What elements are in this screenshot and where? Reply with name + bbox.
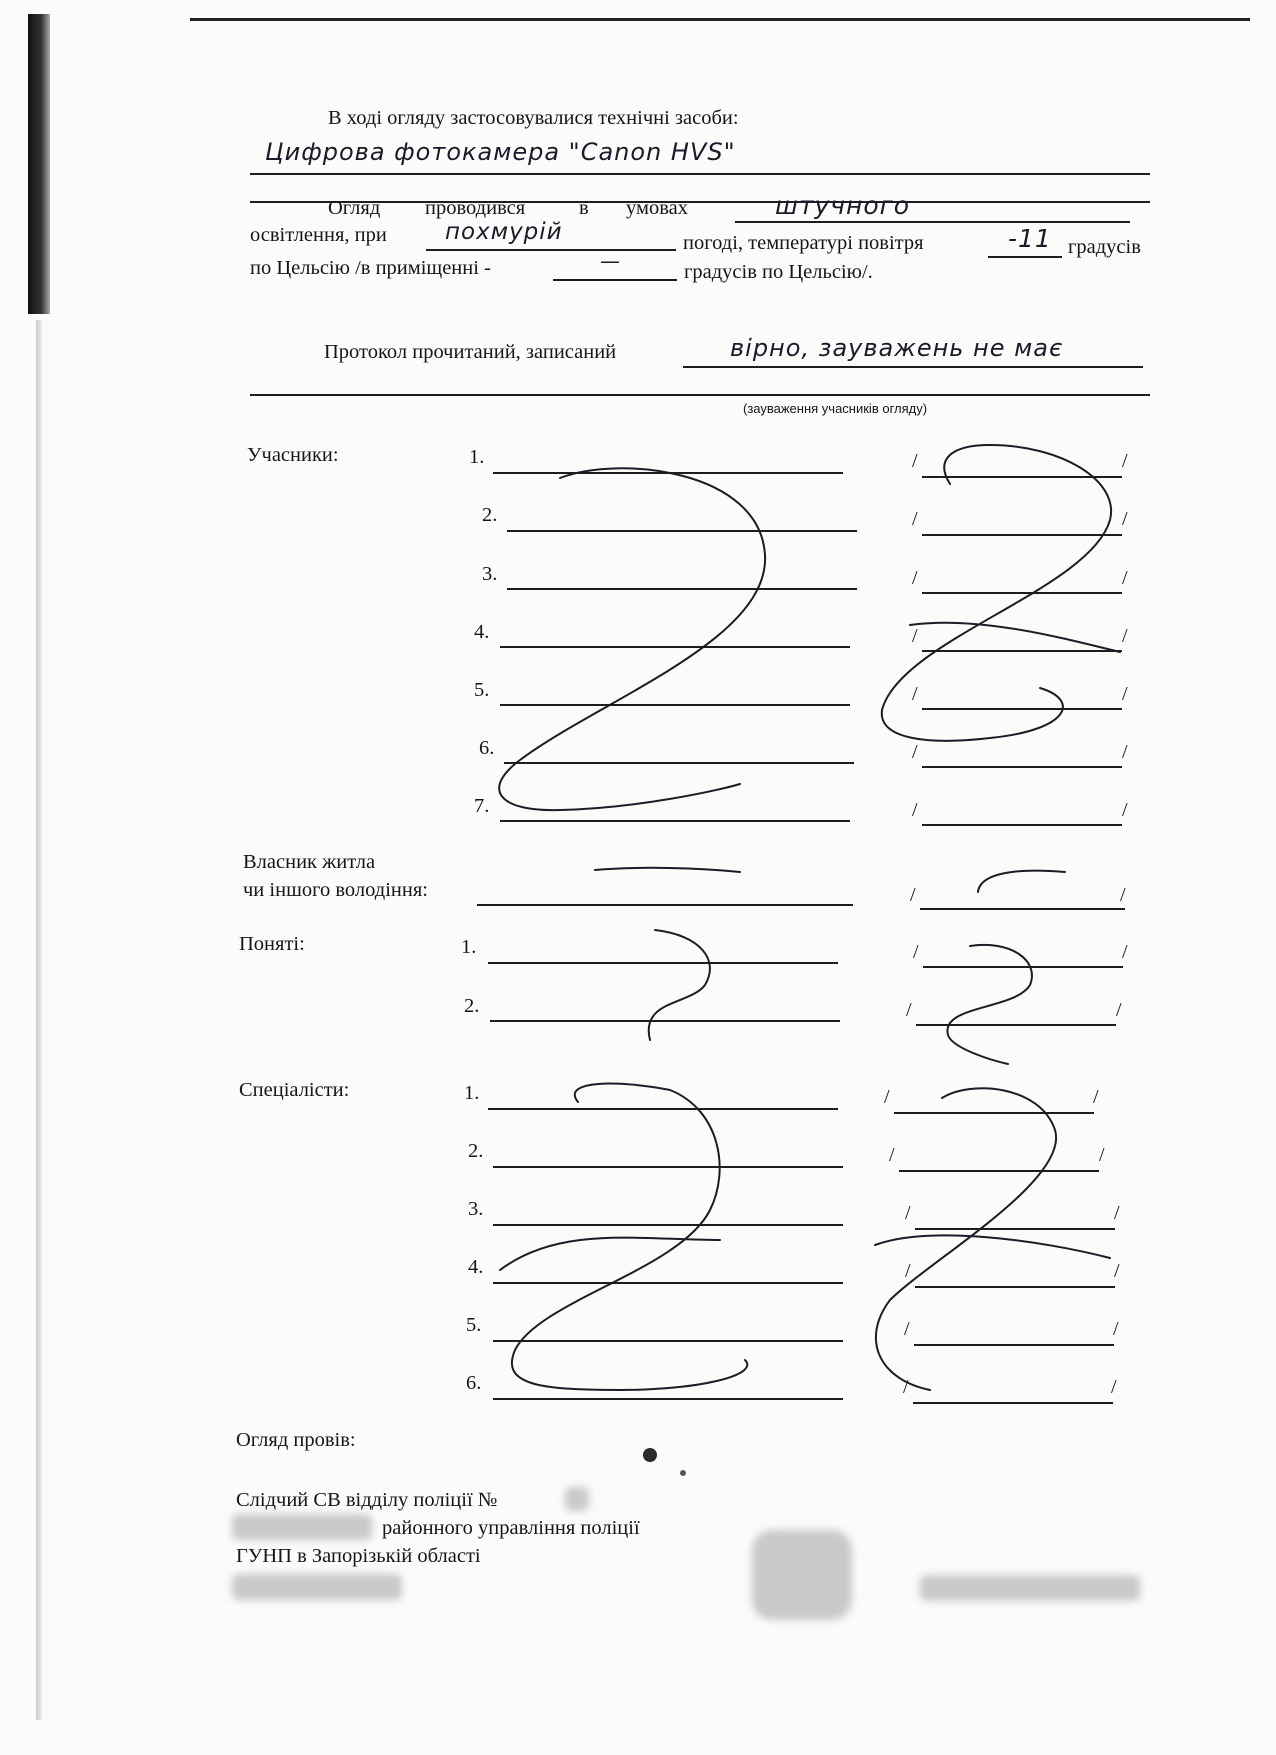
participant-number-7: 7. <box>474 795 490 817</box>
room-temperature-handwritten: — <box>600 249 621 273</box>
ink-dot <box>643 1448 657 1462</box>
conditions-word: умовах <box>626 197 688 219</box>
specialist-number-3: 3. <box>468 1198 484 1220</box>
temperature-handwritten: -11 <box>1008 224 1052 253</box>
slash: / <box>1113 1318 1119 1340</box>
slash: / <box>913 941 919 963</box>
slash: / <box>904 1318 910 1340</box>
ink-dot-small <box>680 1470 686 1476</box>
participant-number-1: 1. <box>469 446 485 468</box>
specialists-right-cross <box>875 1235 1110 1258</box>
investigator-line-1: Слідчий СВ відділу поліції № <box>236 1489 498 1511</box>
slash: / <box>1116 999 1122 1021</box>
witnesses-left-z <box>649 930 710 1040</box>
slash: / <box>889 1144 895 1166</box>
slash: / <box>1122 799 1128 821</box>
slash: / <box>1114 1260 1120 1282</box>
participant-number-4: 4. <box>474 621 490 643</box>
participant-number-6: 6. <box>479 737 495 759</box>
slash: / <box>906 999 912 1021</box>
owner-right-dash <box>978 871 1065 892</box>
participant-number-5: 5. <box>474 679 490 701</box>
slash: / <box>910 884 916 906</box>
slash: / <box>1122 741 1128 763</box>
witnesses-right-z <box>947 945 1032 1064</box>
slash: / <box>912 508 918 530</box>
slash: / <box>912 799 918 821</box>
lighting-label: освітлення, при <box>250 224 387 246</box>
slash: / <box>1122 683 1128 705</box>
specialist-number-4: 4. <box>468 1256 484 1278</box>
participant-number-2: 2. <box>482 504 498 526</box>
witness-number-1: 1. <box>461 936 477 958</box>
slash: / <box>1122 941 1128 963</box>
slash: / <box>903 1376 909 1398</box>
slash: / <box>905 1260 911 1282</box>
slash: / <box>1120 884 1126 906</box>
slash: / <box>905 1202 911 1224</box>
owner-label-2: чи іншого володіння: <box>243 879 428 901</box>
slash: / <box>1114 1202 1120 1224</box>
conditions-intro: Огляд <box>328 197 381 219</box>
specialist-number-6: 6. <box>466 1372 482 1394</box>
participant-number-3: 3. <box>482 563 498 585</box>
specialists-left-cross <box>500 1238 720 1270</box>
owner-label-1: Власник житла <box>243 851 376 873</box>
slash: / <box>912 741 918 763</box>
technical-means-handwritten: Цифрова фотокамера "Canon HVS" <box>265 138 736 166</box>
owner-left-dash <box>595 868 740 872</box>
specialist-number-5: 5. <box>466 1314 482 1336</box>
slash: / <box>1122 450 1128 472</box>
celsius-end: градусів по Цельсію/. <box>684 261 873 283</box>
protocol-label: Протокол прочитаний, записаний <box>324 341 617 363</box>
participants-left-z <box>499 468 765 810</box>
witnesses-label: Поняті: <box>239 933 305 955</box>
degrees-label: градусів <box>1068 236 1141 258</box>
slash: / <box>1099 1144 1105 1166</box>
specialist-number-1: 1. <box>464 1082 480 1104</box>
slash: / <box>912 567 918 589</box>
slash: / <box>1122 567 1128 589</box>
slash: / <box>884 1086 890 1108</box>
slash: / <box>912 625 918 647</box>
protocol-handwritten: вірно, зауважень не має <box>730 334 1064 362</box>
slash: / <box>1111 1376 1117 1398</box>
slash: / <box>912 683 918 705</box>
slash: / <box>1122 508 1128 530</box>
specialist-number-2: 2. <box>468 1140 484 1162</box>
conditions-carried: проводився <box>425 197 526 219</box>
slash: / <box>1093 1086 1099 1108</box>
remarks-caption: (зауваження учасників огляду) <box>743 401 928 416</box>
celsius-room-label: по Цельсію /в приміщенні - <box>250 257 491 279</box>
participants-label: Учасники: <box>247 444 339 466</box>
z-strokes <box>499 445 1120 1390</box>
witness-number-2: 2. <box>464 995 480 1017</box>
weather-handwritten: похмурій <box>445 219 563 245</box>
lighting-handwritten: штучного <box>775 191 911 220</box>
conducted-label: Огляд провів: <box>236 1429 356 1451</box>
investigator-line-2: районного управління поліції <box>382 1517 640 1539</box>
weather-label: погоді, температурі повітря <box>683 232 924 254</box>
specialists-label: Спеціалісти: <box>239 1079 350 1101</box>
slash: / <box>1122 625 1128 647</box>
investigator-line-3: ГУНП в Запорізькій області <box>236 1545 481 1567</box>
conditions-in: в <box>579 197 589 219</box>
slash: / <box>912 450 918 472</box>
participants-right-z <box>882 445 1111 741</box>
technical-means-label: В ході огляду застосовувалися технічні засоби: <box>328 107 739 129</box>
